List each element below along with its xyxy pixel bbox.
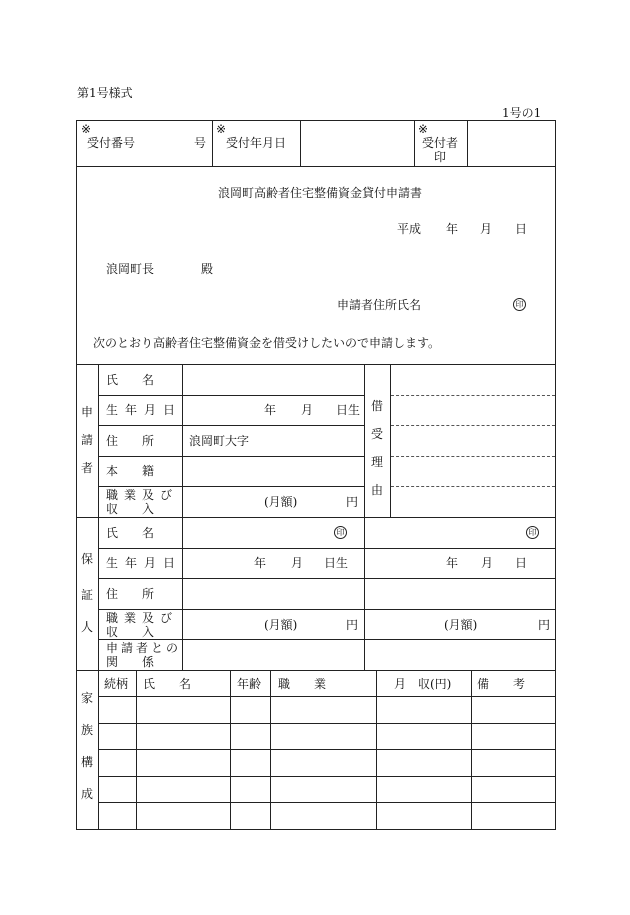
applicant-income-currency: 円 [346,495,359,509]
form-title: 浪岡町高齢者住宅整備資金貸付申請書 [218,186,423,200]
guarantor-income-currency: 円 [346,618,359,632]
guarantor2-birth-month-unit: 月 [481,556,494,570]
receiver-label: 受付者 [422,136,459,150]
loan-reason-label: 借 受 理 由 [370,399,383,497]
guarantor2-income-currency: 円 [538,618,551,632]
guarantor-section-label: 保 証 人 [80,552,93,634]
guarantor-birth-label: 生年月日 [106,556,183,570]
guarantor-income-label: (月額) [264,618,298,632]
request-text: 次のとおり高齢者住宅整備資金を借受けしたいので申請します。 [93,336,441,350]
reception-number-suffix: 号 [194,136,207,150]
guarantor2-birth-day-unit: 日 [515,556,528,570]
guarantor-address-label: 住 所 [106,587,155,601]
guarantor2-income-label: (月額) [444,618,478,632]
applicant-occupation-label: 職業及び 収 入 [106,488,179,516]
applicant-address-label: 住 所 [106,434,155,448]
addressee-name: 浪岡町長 [106,262,155,276]
guarantor-occupation-label: 職業及び 収 入 [106,611,179,639]
family-header-name: 氏 名 [143,677,192,691]
mark-2: ※ [216,122,227,136]
family-section-label: 家 族 構 成 [80,691,93,801]
guarantor-seal-icon-right: 印 [526,526,539,539]
applicant-birth-month-unit: 月 [301,403,314,417]
applicant-domicile-label: 本 籍 [106,464,155,478]
applicant-section-label: 申 請 者 [80,405,93,475]
family-header-remarks: 備 考 [477,677,526,691]
addressee-honorific: 殿 [201,262,214,276]
date-day-unit: 日 [515,222,528,236]
applicant-income-label: (月額) [264,495,298,509]
page-label: 1号の1 [502,106,542,120]
guarantor-birth-month-unit: 月 [291,556,304,570]
mark-1: ※ [81,122,92,136]
guarantor2-birth-year-unit: 年 [446,556,459,570]
family-header-occupation: 職 業 [278,677,327,691]
form-number: 第1号様式 [77,86,133,100]
guarantor-seal-icon-left: 印 [334,526,347,539]
guarantor-name-label: 氏 名 [106,526,155,540]
applicant-address-value[interactable]: 浪岡町大字 [189,434,250,448]
applicant-seal-icon: 印 [513,298,526,311]
family-header-age: 年齢 [237,677,262,691]
reception-date-label: 受付年月日 [226,136,287,150]
applicant-name-label: 氏 名 [106,373,155,387]
date-month-unit: 月 [480,222,493,236]
applicant-line: 申請者住所氏名 [337,298,422,312]
family-header-relation: 続柄 [104,677,129,691]
applicant-birth-day-unit: 日生 [336,403,361,417]
applicant-birth-label: 生年月日 [106,403,183,417]
reception-number-label: 受付番号 [87,136,136,150]
date-era: 平成 [397,222,422,236]
receiver-seal: 印 [434,150,447,164]
family-header-income: 月 収(円) [394,677,452,691]
guarantor-birth-day-unit: 日生 [324,556,349,570]
guarantor-birth-year-unit: 年 [254,556,267,570]
date-year-unit: 年 [446,222,459,236]
guarantor-relation-label: 申請者との 関 係 [106,641,182,669]
applicant-birth-year-unit: 年 [264,403,277,417]
mark-3: ※ [418,122,429,136]
